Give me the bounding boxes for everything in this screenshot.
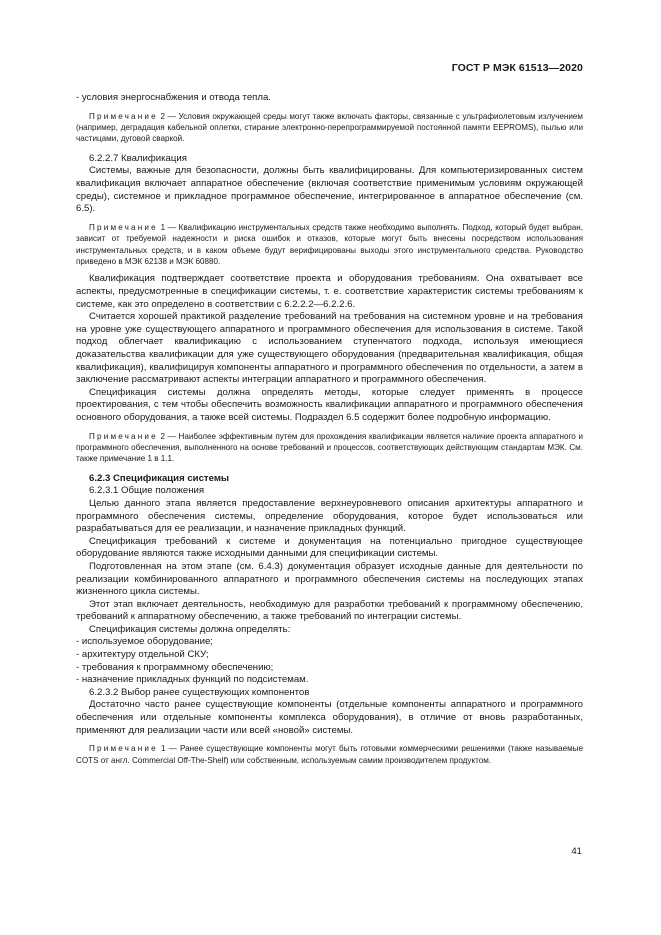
- note-label: Примечание: [89, 431, 158, 441]
- section-6-2-3-1-title: 6.2.3.1 Общие положения: [89, 485, 205, 497]
- paragraph: Достаточно часто ранее существующие компоненты (отдельные компоненты аппаратного и программного обеспечения или отдельные компоненты комплекса оборудования), в отличие от вновь разработанных, применяют для реализации части или всей «новой» системы.: [76, 699, 583, 736]
- paragraph: Целью данного этапа является предоставление верхнеуровневого описания архитектуры аппаратного и программного обеспечения системы, определение оборудования, которое будет использоваться или разрабатываться для ее реализации, и назначение прикладных функций.: [76, 497, 583, 535]
- paragraph: Спецификация требований к системе и документация на потенциально пригодное существующее оборудование являются также исходными данными для спецификации системы.: [76, 535, 583, 560]
- note-text: 1 — Квалификацию инструментальных средств также необходимо выполнять. Подход, который будет выбран, зависит от требуемой надежности и риска ошибок и отказов, которые могут быть внесены посредством использования инструментальных средств, и в каком объеме будут верифицированы выходы этого инструментального средства. Руководство приведено в МЭК 62138 и МЭК 60880.: [76, 222, 583, 266]
- note-1-tools: [76, 222, 583, 268]
- list-item: - назначение прикладных функций по подсистемам.: [76, 674, 309, 686]
- note-label: Примечание: [89, 111, 158, 121]
- paragraph: Квалификация подтверждает соответствие проекта и оборудования требованиям. Она охватывает все аспекты, предусмотренные в спецификации системы, т. е. соответствие характеристик системы требованиям к системе, как это определено в соответствии с 6.2.2.2—6.2.2.6.: [76, 273, 583, 310]
- section-6-2-3-title: 6.2.3 Спецификация системы: [89, 472, 230, 484]
- standard-header: ГОСТ Р МЭК 61513—2020: [451, 62, 583, 74]
- section-6-2-3-2-title: 6.2.3.2 Выбор ранее существующих компонентов: [89, 686, 310, 698]
- note-text: 1 — Ранее существующие компоненты могут быть готовыми коммерческими решениями (также называемые COTS от англ. Commercial Off-The-Shelf) или собственным, используемым самим производителем продуктом.: [76, 744, 583, 765]
- paragraph: Системы, важные для безопасности, должны быть квалифицированы. Для компьютеризированных систем квалификация включает аппаратное обеспечение (включая соответствие применимым условиям окружающей среды), системное и прикладное программное обеспечение, интегрированное в аппаратное обеспечение (см. 6.5).: [76, 165, 583, 215]
- list-item: - архитектуру отдельной СКУ;: [76, 649, 209, 661]
- paragraph: Спецификация системы должна определять методы, которые следует применять в процессе проектирования, с тем чтобы обеспечить возможность квалификации аппаратного и программного обеспечения основного оборудования, а также всей системы. Подраздел 6.5 содержит более подробную информацию.: [76, 386, 583, 423]
- bullet-item: - условия энергоснабжения и отвода тепла.: [76, 92, 271, 103]
- note-2-qualification: [76, 431, 583, 465]
- note-label: Примечание: [89, 222, 158, 232]
- note-1-cots: [76, 743, 583, 766]
- paragraph: Этот этап включает деятельность, необходимую для разработки требований к программному обеспечению, требований к аппаратному обеспечению, а также требований по интеграции системы.: [76, 598, 583, 623]
- list-item: - используемое оборудование;: [76, 636, 213, 648]
- note-label: Примечание: [89, 744, 158, 754]
- paragraph: Считается хорошей практикой разделение требований на требования на системном уровне и на требования на уровне уже существующего аппаратного и программного обеспечения для использования в системе. Такой подход облегчает квалификацию с использованием ступенчатого подхода, используя имеющиеся доказательства квалификации для уже существующего оборудования (предварительная квалификация, общая квалификация), квалифицируя компоненты аппаратного и программного обеспечения по отдельности, а затем в заключение рассматривают аспекты интеграции аппаратного и программного обеспечения.: [76, 311, 583, 386]
- paragraph: Подготовленная на этом этапе (см. 6.4.3) документация образует исходные данные для деятельности по реализации комбинированного аппаратного и программного обеспечения системы на последующих этапах жизненного цикла системы.: [76, 560, 583, 598]
- note-text: 2 — Наиболее эффективным путем для прохождения квалификации является наличие проекта аппаратного и программного обеспечения, выполненного на основе требований и процессов, соответствующих действующим стандартам МЭК. См. также примечание 1 в 1.1.: [76, 431, 583, 464]
- list-item: - требования к программному обеспечению;: [76, 661, 274, 673]
- document-body: [76, 92, 583, 766]
- paragraph: Спецификация системы должна определять:: [89, 623, 291, 635]
- page-number: 41: [571, 846, 582, 857]
- note-text: 2 — Условия окружающей среды могут также включать факторы, связанные с ультрафиолетовым излучением (например, деградация кабельной оплетки, стирание электронно-перепрограммируемой постоянной памяти EEPROMS), пылью или частицами, дуговой сваркой.: [76, 111, 583, 144]
- section-6-2-2-7-title: 6.2.2.7 Квалификация: [89, 152, 187, 164]
- note-2-environment: [76, 111, 583, 145]
